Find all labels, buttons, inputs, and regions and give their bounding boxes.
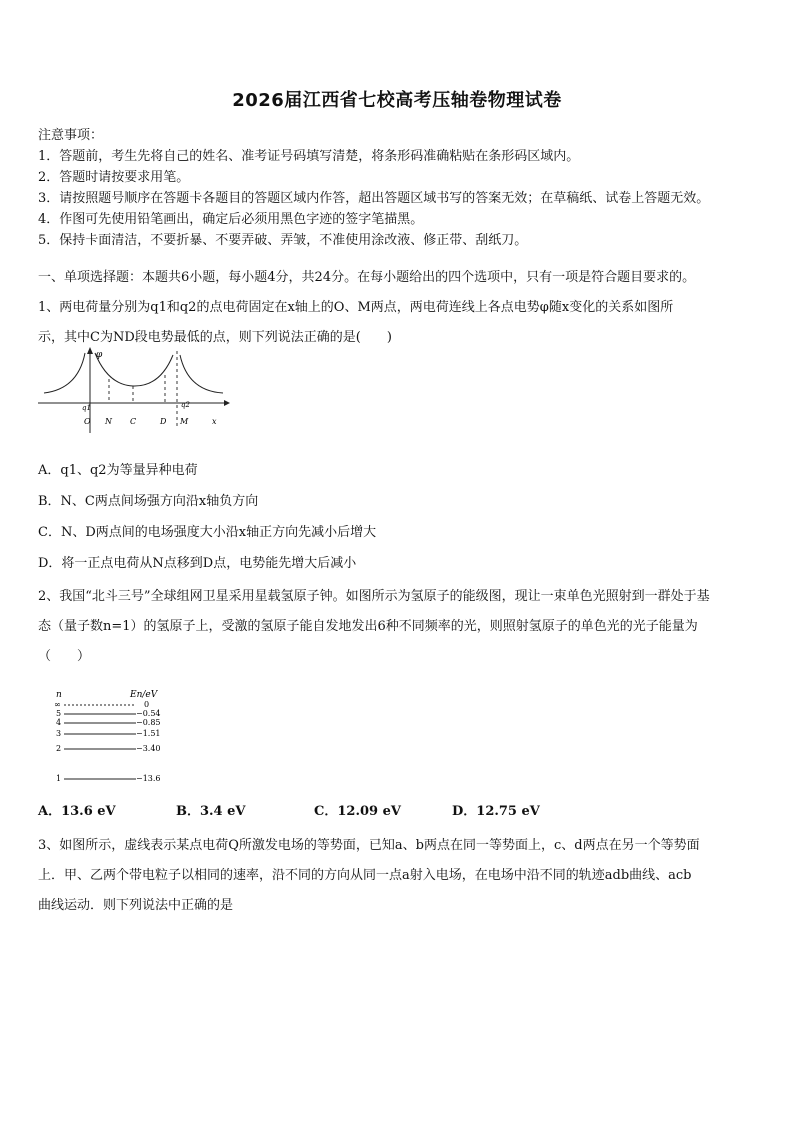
- left-curve: [44, 353, 85, 393]
- level-e-1: −13.6: [136, 774, 161, 783]
- notice-heading: 注意事项：: [38, 128, 104, 143]
- right-curve: [180, 355, 223, 393]
- q1-option-d: D．将一正点电荷从N点移到D点，电势能先增大后减小: [38, 556, 357, 571]
- q1-option-a: A．q1、q2为等量异种电荷: [38, 463, 198, 478]
- notice-item-4: 4．作图可先使用铅笔画出，确定后必须用黑色字迹的签字笔描黑。: [38, 212, 424, 227]
- q3-stem-line2: 上．甲、乙两个带电粒子以相同的速率，沿不同的方向从同一点a射入电场，在电场中沿不同的轨迹adb曲线、acb: [38, 868, 692, 883]
- level-e-5: −0.54: [136, 709, 161, 718]
- q1-option-b: B．N、C两点间场强方向沿x轴负方向: [38, 494, 259, 509]
- notice-item-2: 2．答题时请按要求用笔。: [38, 170, 190, 185]
- level-e-infinity: 0: [144, 700, 150, 709]
- x-axis-arrow: [224, 400, 230, 406]
- exam-title: 2026届江西省七校高考压轴卷物理试卷: [232, 90, 562, 111]
- q1-stem-line2: 示，其中C为ND段电势最低的点，则下列说法正确的是( ): [38, 330, 392, 345]
- point-label-c: C: [130, 417, 137, 426]
- point-label-m: M: [180, 417, 189, 426]
- level-n-5: 5: [56, 709, 62, 718]
- x-axis-label: x: [212, 417, 217, 426]
- energy-header: En/eV: [130, 690, 158, 700]
- level-e-4: −0.85: [136, 718, 161, 727]
- q2-option-a: A．13.6 eV: [38, 804, 116, 819]
- level-n-infinity: ∞: [54, 700, 61, 709]
- point-label-o: O: [84, 417, 91, 426]
- point-label-n: N: [105, 417, 112, 426]
- q3-stem-line1: 3、如图所示，虚线表示某点电荷Q所激发电场的等势面，已知a、b两点在同一等势面上，c、d两点在另一个等势面: [38, 838, 700, 853]
- q2-label: q2: [181, 401, 190, 409]
- q2-option-c: C．12.09 eV: [314, 804, 401, 819]
- q2-stem-line1: 2、我国“北斗三号”全球组网卫星采用星载氢原子钟。如图所示为氢原子的能级图，现让一束单色光照射到一群处于基: [38, 589, 710, 604]
- notice-item-5: 5．保持卡面清洁，不要折暴、不要弄破、弄皱，不准使用涂改液、修正带、刮纸刀。: [38, 233, 528, 248]
- q2-stem-line2: 态（量子数n=1）的氢原子上，受激的氢原子能自发地发出6种不同频率的光，则照射氢原子的单色光的光子能量为: [38, 619, 698, 634]
- middle-curve: [95, 353, 173, 386]
- q2-energy-level-diagram: [52, 685, 192, 790]
- n-header: n: [56, 690, 62, 700]
- level-n-3: 3: [56, 729, 62, 738]
- q2-option-d: D．12.75 eV: [452, 804, 540, 819]
- q2-options: [38, 800, 758, 820]
- q3-stem-line3: 曲线运动．则下列说法中正确的是: [38, 898, 234, 913]
- q1-option-c: C．N、D两点间的电场强度大小沿x轴正方向先减小后增大: [38, 525, 377, 540]
- point-label-d: D: [160, 417, 167, 426]
- level-e-2: −3.40: [136, 744, 161, 753]
- section1-heading: 一、单项选择题：本题共6小题，每小题4分，共24分。在每小题给出的四个选项中，只有一项是符合题目要求的。: [38, 270, 696, 285]
- q1-stem-line1: 1、两电荷量分别为q1和q2的点电荷固定在x轴上的O、M两点，两电荷连线上各点电势φ随x变化的关系如图所: [38, 300, 674, 315]
- q1-potential-graph: [38, 345, 238, 435]
- q2-stem-line3: （ ）: [38, 649, 91, 664]
- phi-axis-label: φ: [96, 350, 103, 360]
- level-e-3: −1.51: [136, 729, 161, 738]
- q2-option-b: B．3.4 eV: [176, 804, 246, 819]
- level-n-1: 1: [56, 774, 62, 783]
- level-n-2: 2: [56, 744, 62, 753]
- notice-item-1: 1．答题前，考生先将自己的姓名、准考证号码填写清楚，将条形码准确粘贴在条形码区域内。: [38, 149, 580, 164]
- notice-item-3: 3．请按照题号顺序在答题卡各题目的答题区域内作答，超出答题区域书写的答案无效；在草稿纸、试卷上答题无效。: [38, 191, 710, 206]
- q1-label: q1: [82, 404, 91, 412]
- phi-axis-arrow: [87, 347, 93, 354]
- level-n-4: 4: [56, 718, 62, 727]
